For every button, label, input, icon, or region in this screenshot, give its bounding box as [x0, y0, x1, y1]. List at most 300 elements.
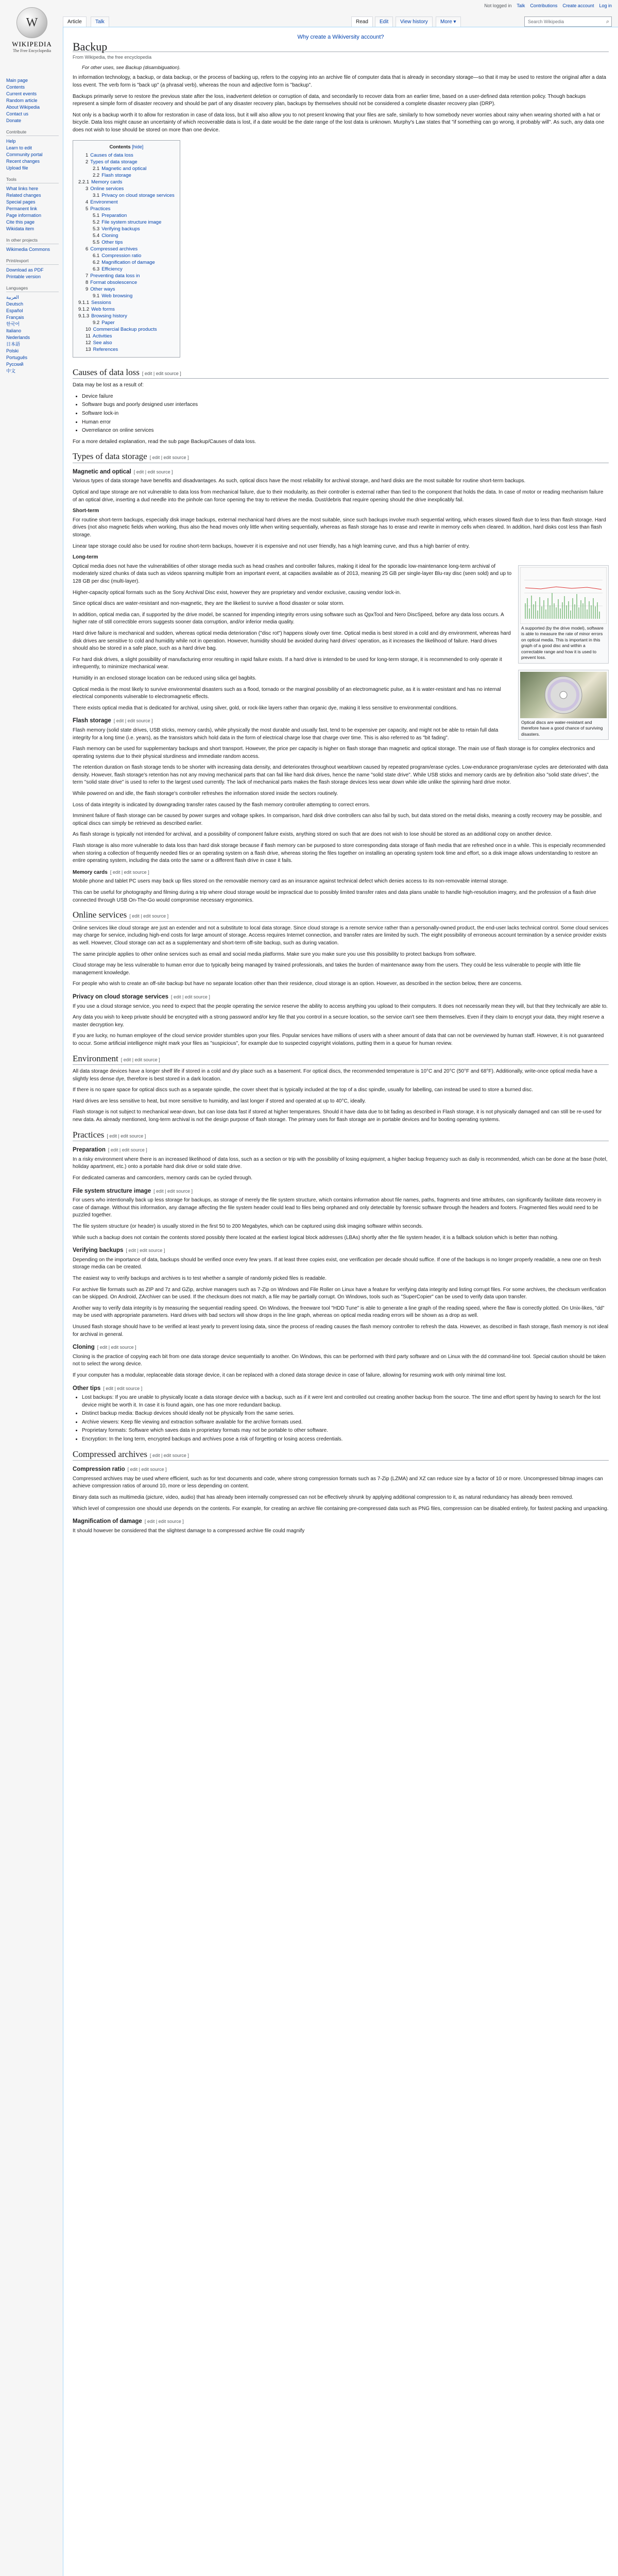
- section-title: Online services: [73, 910, 127, 920]
- causes-list: [82, 393, 609, 435]
- paragraph: Unused flash storage should have to be verified at least yearly to prevent losing data, since the process of reading causes the flash memory controller to refresh the data. However, as described in flash storage, flash memory is not ideal for archival in general.: [73, 1324, 608, 1337]
- section-title: Compressed archives: [73, 1449, 147, 1459]
- edit-section-link[interactable]: [ edit | edit source ]: [149, 1452, 189, 1458]
- tab-talk[interactable]: Talk: [91, 16, 109, 27]
- paragraph: The easiest way to verify backups and archives is to test whether a sample of randomly picked files is readable.: [73, 1275, 327, 1281]
- error-rate-graph-image[interactable]: [520, 567, 607, 624]
- paragraph: The retention duration on flash storage tends to be shorter with increasing data density, and deteriorates throughout wearblown caused by repeated program/erase cycles. Low-endurance program/erase cycles are deteriorated with data density. However, flash storage's retention has not any moving mechanical parts that can fail like hard disk drives, hence the name "solid state drive". While USB sticks and memory cards are by definition also "solid state drives", the term "solid state drive" is used to refer to the largest used currently. The lack of mechanical parts makes the flash storage devices less wear down while idle unlike the spinning hard drive motor.: [73, 765, 608, 786]
- sidebar-item-label: Contents: [6, 84, 25, 90]
- minor-title: Memory cards: [73, 869, 108, 875]
- toc-link: Format obsolescence: [90, 279, 138, 285]
- toc-entry[interactable]: [78, 313, 175, 319]
- toc-number: 9: [85, 286, 89, 292]
- sidebar-language-item[interactable]: [6, 368, 62, 375]
- sidebar-item[interactable]: [6, 151, 62, 158]
- paragraph: Optical and tape storage are not vulnerable to data loss from mechanical failure, due to their modularity, as their controller is external rather than tied to the component that holds the data. In case of motor or reading mechanism failure of an optical drive, inserting a dud needle into the pinhole can force opening the tray to retrieve the media. Dust/debris that require opening should the drive inexplicably fail.: [73, 489, 604, 503]
- toc-link: Privacy on cloud storage services: [101, 192, 175, 198]
- paragraph: Which level of compression one should use depends on the contents. For example, for creating an archive file containing pre-compressed data such as PNG files, compression can be disabled entirely, for fastest packing and unpacking.: [73, 1505, 609, 1512]
- toc-entry[interactable]: [78, 219, 175, 226]
- toc-link: Magnetic and optical: [101, 165, 147, 172]
- toc-entry[interactable]: [78, 159, 175, 165]
- subsection-title: Magnetic and optical: [73, 468, 131, 475]
- sidebar-item-label: About Wikipedia: [6, 105, 40, 110]
- toc-link: Practices: [90, 206, 111, 212]
- paragraph: Online services like cloud storage are just an extender and not a substitute to local data storage. Since cloud storage is a remote service rather than a personally-owned product, the end-user lacks technical control. Some cloud services may charge for service, including high-end costs for large amount of storage. Access requires Internet connection, and transfer rates are limited by such. The eight possibility of erroneous account termination by a service provider exists as well. However, Cloud storage can act as a supplementary and short-term off-site backup, such as during vacation.: [73, 925, 609, 946]
- sidebar-item[interactable]: [6, 165, 62, 172]
- sidebar-item[interactable]: [6, 145, 62, 151]
- sidebar-language-item[interactable]: [6, 348, 62, 354]
- paragraph: Since optical discs are water-resistant and non-magnetic, they are the likeliest to survive a flood disaster or solar storm.: [73, 601, 345, 607]
- sidebar-language-item[interactable]: [6, 341, 62, 348]
- paragraph: If you use a cloud storage service, you need to expect that the people operating the service reserve the ability to access anything you upload to their computers. It does not necessarily mean they will, but that they technically are able to.: [73, 1003, 608, 1009]
- toc-entry[interactable]: [78, 232, 175, 239]
- edit-section-link[interactable]: [ edit | edit source ]: [97, 1345, 136, 1350]
- toc-number: 9.2: [93, 319, 100, 326]
- paragraph: While such a backup does not contain the contents stored possibly there located at the earliest logical block addresses (LBAs) shortly after the file system header, it is a fallback solution which is better than nothing.: [73, 1234, 559, 1241]
- sidebar-language-item-label: 日本語: [6, 342, 21, 347]
- sidebar-language-item-label: Deutsch: [6, 301, 24, 307]
- sidebar-language-item[interactable]: [6, 301, 62, 308]
- sidebar-item-label: Download as PDF: [6, 267, 44, 273]
- edit-section-link[interactable]: [ edit | edit source ]: [126, 1248, 165, 1253]
- paragraph: For archive file formats such as ZIP and 7z and GZip, archive managers such as 7-Zip on Windows and File Roller on Linux have a feature for verifying data integrity and listing corrupt files. For some archives, the checksum verification can be skipped. On Android, ZArchiver can be used. If the checksum does not match, a file may be partially corrupt. On Windows, tools such as "SuperCopier" can be used to verify data upon transfer.: [73, 1286, 606, 1300]
- toc-number: 2: [85, 159, 89, 165]
- toc-entry[interactable]: [78, 306, 175, 313]
- toc-number: 5: [85, 206, 89, 212]
- paragraph: Hard drive failure is mechanical and sudden, whereas optical media deterioration ("disc rot") happens slowly over time. Optical media is best stored in a cold and dry environment, whereas hard disk drives are sensitive to cold and humidity while not in operation. However, humidity should be avoided during hard drives' operation, as it increases the likelihood of failure. Hard drives should also be stored in a safe place, such as a hard drive bag.: [73, 630, 511, 652]
- paragraph: For people who wish to create an off-site backup but have no separate location other than their residence, cloud storage is an option. However, as described in the section below, there are concerns.: [73, 981, 523, 987]
- paragraph: Binary data such as multimedia (picture, video, audio) that has already been internally compressed can not be effectively shrunk by applying additional compression to it, as natural redundancy has already been removed.: [73, 1495, 574, 1501]
- projects-list: [6, 246, 62, 253]
- toc-number: 5.4: [93, 232, 100, 239]
- toc-link: Compressed archives: [90, 246, 138, 252]
- edit-section-link[interactable]: [ edit | edit source ]: [113, 718, 153, 724]
- paragraph: As flash storage is typically not intended for archival, and a possibility of component failure exists, anything stored on such that are does not wish to lose should be stored as an additional copy on another device.: [73, 832, 553, 838]
- paragraph: Hard drives are less sensitive to heat, but more sensitive to humidity, and last longer if stored and operated at up to 40°C, ideally.: [73, 1098, 366, 1104]
- sidebar-item-label: Page information: [6, 213, 42, 218]
- edit-section-link[interactable]: [ edit | edit source ]: [121, 1057, 160, 1062]
- toc-link: Verifying backups: [101, 226, 140, 232]
- toc-link: Paper: [101, 319, 115, 326]
- toc-entry[interactable]: [78, 286, 175, 293]
- create-account-link[interactable]: Create account: [562, 3, 594, 8]
- sidebar-item[interactable]: [6, 226, 62, 232]
- subsection-title: Preparation: [73, 1147, 106, 1154]
- toc-link: Web browsing: [101, 293, 133, 299]
- sidebar-item-label: Wikidata item: [6, 226, 35, 231]
- sidebar-language-item[interactable]: [6, 314, 62, 321]
- toc-number: 6.2: [93, 259, 100, 265]
- sidebar-item-label: Wikimedia Commons: [6, 247, 50, 252]
- sidebar-language-item-label: Français: [6, 315, 24, 320]
- subsection-title: Privacy on cloud storage services: [73, 993, 169, 1000]
- toc-title: [78, 144, 175, 150]
- tab-article[interactable]: Article: [63, 16, 87, 27]
- edit-section-link[interactable]: [ edit | edit source ]: [103, 1385, 143, 1391]
- sidebar-language-item-label: 한국어: [6, 321, 20, 327]
- subsection-title: Flash storage: [73, 718, 111, 724]
- toc-entry[interactable]: [78, 299, 175, 306]
- section-title: Environment: [73, 1053, 118, 1063]
- toc-link: Online services: [90, 185, 124, 192]
- toc-entry[interactable]: [78, 165, 175, 172]
- toc-entry[interactable]: [78, 346, 175, 353]
- top-bar: [0, 0, 618, 13]
- toc-link: Types of data storage: [90, 159, 138, 165]
- toc-link: Compression ratio: [101, 252, 142, 259]
- paragraph: Optical media does not have the vulnerabilities of other storage media such as head crashes and controller failures, making it ideal for the sporadic low-maintenance long-term archival of moderately sized chunks of data such as videos spanning multiple from an important event, at capacities available as of 2013, meaning 25 GB per single-layer Blu-ray disc (seen sold) and up to 128 GB per disc (multi-layer).: [73, 563, 512, 584]
- sidebar-language-item[interactable]: [6, 328, 62, 334]
- toc-entry[interactable]: [78, 340, 175, 346]
- toc-link: See also: [93, 340, 112, 346]
- sidebar-item[interactable]: [6, 199, 62, 206]
- optical-disc-photo-image[interactable]: [520, 672, 607, 718]
- paragraph: It should however be considered that the slightest damage to a compressed archive file could magnify: [73, 1528, 305, 1534]
- subsection-heading: [73, 1466, 609, 1473]
- tools-heading: Tools: [6, 177, 59, 183]
- intro-paragraph: Backups primarily serve to restore the previous state after the loss, inadvertent deletion or corruption of data, and secondarily to recover data from an earlier time, based on a user-defined data retention policy. Though backups represent a simple form of disaster recovery and should be part of any disaster recovery plan, backups by themselves should not be considered a complete disaster recovery plan (DRP).: [73, 93, 586, 107]
- sidebar-language-item[interactable]: [6, 308, 62, 314]
- sidebar-item-label: Special pages: [6, 199, 36, 205]
- navigation-portal: [6, 77, 62, 124]
- edit-section-link[interactable]: [ edit | edit source ]: [107, 1133, 146, 1139]
- section-title: Causes of data loss: [73, 367, 140, 377]
- paragraph: Various types of data storage have benefits and disadvantages. As such, optical discs have the most reliability for archival storage, and hard disks are the most suitable for routine short-term backups.: [73, 478, 526, 484]
- subsection-heading: [73, 1344, 609, 1351]
- paragraph: Compressed archives may be used where efficient, such as for text documents and code, where strong compression formats such as 7-Zip (LZMA) and XZ can reduce size by a factor of 10 or more. Uncompressed bitmap images can achieve compression ratios of around 10, more or less depending on content.: [73, 1476, 603, 1489]
- list-item: • Lost backups: If you are unable to physically locate a data storage device with a backup, such as if it were lent and controlled out creating another backup from the source. The time and effort spent by having to search for the lost device might be worth it. In case it is found again, one has one more redundant backup.: [82, 1394, 609, 1409]
- toc-link: Memory cards: [91, 179, 123, 185]
- table-of-contents: [73, 140, 180, 358]
- sidebar-item[interactable]: [6, 111, 62, 117]
- toc-entry[interactable]: [78, 279, 175, 286]
- search-input[interactable]: [524, 16, 612, 27]
- sidebar-item[interactable]: [6, 84, 62, 91]
- paragraph: If there is no spare space for optical discs such as a separate spindle, the cover sheet that is typically included at the top of a disc spindle, usually for labelling, can instead be used to store a burned disc.: [73, 1087, 533, 1093]
- sidebar-item-label: Help: [6, 139, 16, 144]
- error-rate-graph-icon: [520, 567, 607, 624]
- sidebar-language-item-label: Русский: [6, 362, 24, 367]
- page-tabs: [63, 13, 618, 27]
- sidebar-language-item-label: Polski: [6, 348, 19, 353]
- tools-list: [6, 185, 62, 232]
- sidebar-item[interactable]: [6, 104, 62, 111]
- talk-link[interactable]: Talk: [517, 3, 525, 8]
- section-heading-practices: [73, 1131, 609, 1142]
- minor-heading: [73, 869, 609, 877]
- toc-entry[interactable]: [78, 192, 175, 199]
- paragraph: Optical media is the most likely to survive environmental disasters such as a flood, tornado or the marginal possibility of an electromagnetic pulse, as it is water-resistant and has no internal electrical components vulnerable to electromagnetic effects.: [73, 686, 501, 700]
- wikipedia-globe-icon: [16, 7, 47, 38]
- toc-entry[interactable]: [78, 212, 175, 219]
- toc-number: 3: [85, 185, 89, 192]
- paragraph: Cloning is the practice of copying each bit from one data storage device sequentially to another. On Windows, this can be performed with third party software and on Linux with the dd command-line tool. Special caution should be taken not to select the wrong device.: [73, 1353, 606, 1367]
- sidebar-item[interactable]: [6, 192, 62, 199]
- print-list: [6, 267, 62, 280]
- subsection-heading: [73, 1385, 609, 1393]
- intro-paragraph: In information technology, a backup, or data backup, or the process of backing up, refers to the copying into an archive file of computer data that is already in secondary storage—so that it may be used to restore the original after a data loss event. The verb form is "back up" (a phrasal verb), whereas the noun and adjective form is "backup".: [73, 75, 606, 88]
- sidebar-language-item-label: Português: [6, 355, 28, 360]
- minor-heading: Long-term: [73, 554, 98, 561]
- paragraph: Humidity in an enclosed storage location can be reduced using silica gel bagbits.: [73, 675, 256, 681]
- list-item: • Distinct backup media: Backup devices should ideally not be physically from the same series.: [82, 1410, 609, 1418]
- toc-number: 12: [85, 340, 91, 346]
- projects-portal: [6, 238, 62, 253]
- toc-entry[interactable]: [78, 326, 175, 333]
- toc-entry[interactable]: [78, 333, 175, 340]
- sidebar-item[interactable]: [6, 246, 62, 253]
- personal-tools: [484, 3, 612, 8]
- toc-link: Causes of data loss: [90, 152, 133, 158]
- tools-portal: [6, 177, 62, 232]
- toc-number: 5.1: [93, 212, 100, 218]
- toc-number: 2.2.1: [78, 179, 90, 185]
- paragraph: Another way to verify data integrity is by measuring the sequential reading speed. On Windows, the freeware tool "HDD Tune" is able to generate a line graph of the reading speed, where the flaw is correctly plotted. On Unix-likes, "dd" may be used with appropriate parameters. Hard drives with bad sectors will show drops in the line graph, whereas on optical media reading errors will be shown as a drop as well.: [73, 1305, 605, 1319]
- subsection-heading: [73, 1247, 609, 1255]
- edit-section-link[interactable]: [ edit | edit source ]: [149, 455, 189, 461]
- section-title: Types of data storage: [73, 451, 147, 462]
- toc-list: [78, 152, 175, 353]
- print-heading: Print/export: [6, 258, 59, 265]
- toc-hide-toggle[interactable]: [hide]: [132, 144, 144, 149]
- site-logo[interactable]: [6, 4, 58, 66]
- paragraph: Linear tape storage could also be used for routine short-term backups, however it is expensive and not user friendly, has a high learning curve, and thus a high barrier of entry.: [73, 543, 470, 549]
- paragraph: For a more detailed explanation, read the sub page Backup/Causes of data loss.: [73, 438, 256, 445]
- edit-section-link[interactable]: [ edit | edit source ]: [171, 994, 210, 999]
- sidebar-item[interactable]: [6, 274, 62, 280]
- subsection-title: Other tips: [73, 1385, 101, 1392]
- section-heading-compressed: [73, 1451, 609, 1461]
- toc-entry[interactable]: [78, 226, 175, 232]
- contribute-heading: Contribute: [6, 129, 59, 136]
- subsection-title: Verifying backups: [73, 1247, 124, 1254]
- paragraph: All data storage devices have a longer shelf life if stored in a cold and dry place such as a basement. For optical discs, the recommended temperature is 10°C and 20°C (50°F and 68°F). Additionally, write-once optical media have a slightly less dense dye, therefore is best stored in a dark location.: [73, 1069, 597, 1082]
- site-subtitle: From Wikipedia, the free encyclopedia: [73, 55, 152, 60]
- site-notice[interactable]: Why create a Wikiversity account?: [297, 34, 384, 40]
- contribute-portal: [6, 129, 62, 172]
- paragraph: This can be useful for photography and filming during a trip where cloud storage would be impractical due to possibly limited transfer rates and data plans unable to handle high-resolution imagery, and the profession of a flash drive connected through USB On-The-Go would compromise necessary ergonomics.: [73, 890, 596, 903]
- toc-link: Magnification of damage: [101, 259, 155, 265]
- toc-link: Web forms: [91, 306, 115, 312]
- toc-number: 5.3: [93, 226, 100, 232]
- toc-entry[interactable]: [78, 259, 175, 266]
- paragraph: There exists optical media that is dedicated for archival, using silver, gold, or rock-like layers rather than organic dye, making it less sensitive to environmental conditions.: [73, 705, 458, 711]
- toc-link: Environment: [90, 199, 118, 205]
- list-item: • Human error: [82, 419, 609, 427]
- sidebar-item[interactable]: [6, 91, 62, 97]
- sidebar-language-item[interactable]: [6, 321, 62, 328]
- paragraph: Flash memory (solid state drives, USB sticks, memory cards), while physically the most durable and usually fast, tend to be expensive per capacity, and might not be able to retain full data integrity for a long time (i.e. years), as the transistors which hold data in the form of electrical charge lose that charge over time. This is also referred to as "bit fading".: [73, 727, 499, 741]
- sidebar-item-label: Related changes: [6, 193, 41, 198]
- toc-entry[interactable]: [78, 266, 175, 273]
- print-portal: [6, 258, 62, 280]
- toc-entry[interactable]: [78, 206, 175, 212]
- toc-entry[interactable]: [78, 185, 175, 192]
- search-placeholder: Search Wikipedia: [528, 19, 564, 24]
- sidebar-item[interactable]: [6, 212, 62, 219]
- toc-link: Efficiency: [101, 266, 123, 272]
- paragraph: In addition, optical media can, if supported by the drive model, be scanned for impending integrity errors using software such as QpxTool and Nero DiscSpeed, before any data loss occurs. A higher rate of still correctible errors suggests sooner data corruption, and/or inferior media quality.: [73, 612, 504, 625]
- toc-link: Other ways: [90, 286, 115, 292]
- toc-entry[interactable]: [78, 152, 175, 159]
- sidebar-item-label: Cite this page: [6, 219, 35, 225]
- sidebar-item-label: Printable version: [6, 274, 41, 279]
- sidebar-language-item[interactable]: [6, 354, 62, 361]
- list-item: • Device failure: [82, 393, 609, 401]
- toc-entry[interactable]: [78, 273, 175, 279]
- toc-number: 4: [85, 199, 89, 205]
- figure-caption: A supported (by the drive model), software is able to measure the rate of minor errors on optical media. This is important in this graph of a good disc and within a correctable range and how it is used to prevent loss.: [521, 625, 604, 660]
- toc-number: 13: [85, 346, 91, 352]
- toc-entry[interactable]: [78, 319, 175, 326]
- paragraph: Depending on the importance of data, backups should be verified once every few years. If at least three copies exist, one verification per decade should suffice. If one of the backups is no longer properly readable, a new one on fresh storage media can be created.: [73, 1257, 601, 1270]
- toc-number: 9.1.1: [78, 299, 90, 306]
- nav-main-list: [6, 77, 62, 124]
- edit-section-link[interactable]: [ edit | edit source ]: [144, 1519, 184, 1524]
- toc-number: 6: [85, 246, 89, 252]
- toc-link: Other tips: [101, 239, 123, 245]
- list-item: • Proprietary formats: Software which saves data in proprietary formats may not be portable to other software.: [82, 1427, 609, 1435]
- paragraph: For routine short-term backups, especially disk image backups, external mechanical hard drives are the most suitable, since such backups involve much sequential writing, which erases slowed flash due to less than flash storage. Hard drives (not also magnetic fields when working, thus also the head moves only little when writing sequentially, whereas as flash storage has to erase and rewrite in memory cells when cleared. In addition, hard disks cost less than flash storage.: [73, 517, 606, 538]
- search-icon[interactable]: ⌕: [606, 19, 609, 25]
- paragraph: For hard disk drives, a slight possibility of manufacturing error resulting in rapid failure exists. If a hard drive is intended to be used for long-term storage, it is recommended to only operate it infrequently, to minimize mechanical wear.: [73, 656, 502, 670]
- sidebar-item[interactable]: [6, 138, 62, 145]
- not-logged-in-label: Not logged in: [484, 3, 512, 8]
- toc-number: 11: [85, 333, 91, 339]
- figure-disc-error-graph: [518, 565, 609, 664]
- toc-number: 5.2: [93, 219, 100, 225]
- list-item: • Encryption: In the long term, encrypted backups and archives pose a risk of forgetting or losing access credentials.: [82, 1436, 609, 1444]
- subsection-heading: [73, 468, 609, 476]
- edit-section-link[interactable]: [ edit | edit source ]: [110, 869, 149, 875]
- toc-entry[interactable]: [78, 246, 175, 252]
- sidebar-item[interactable]: [6, 97, 62, 104]
- tab-view-history[interactable]: View history: [396, 16, 433, 27]
- toc-number: 6.1: [93, 252, 100, 259]
- sidebar-item[interactable]: [6, 77, 62, 84]
- section-heading-causes: [73, 369, 609, 379]
- sidebar: [0, 77, 62, 380]
- tips-list: [82, 1394, 609, 1444]
- paragraph: If your computer has a modular, replaceable data storage device, it can be replaced with a cloned data storage device in case of failure, allowing for resuming work with only minimal time lost.: [73, 1372, 507, 1378]
- sidebar-language-item-label: Español: [6, 308, 23, 313]
- paragraph: Flash memory can be used for supplementary backups and short transport. However, the price per capacity is higher on flash storage than magnetic and optical storage. The main use of flash storage is for complex electronics and operating systems due to their physical sturdiness and immediate random access.: [73, 746, 595, 759]
- subsection-title: Cloning: [73, 1344, 95, 1351]
- paragraph: Any data you wish to keep private should be encrypted with a strong password and/or key file that you control in a secure location, so the service can't see them themselves. Even if they claim to encrypt your data, they might reserve a master decryption key.: [73, 1014, 604, 1028]
- toc-entry[interactable]: [78, 252, 175, 259]
- paragraph: For users who intentionally back up less storage for backups, as storage of merely the file system structure, which contains information about file names, paths, fragments and time attributes, can significantly facilitate data recovery in case of damage. Without this information, any damage affecting the file system header could lead to files being orphaned and only detectable by forensic software through the headers and footers. Fragmented files would need to be puzzled together.: [73, 1197, 602, 1218]
- paragraph: Data may be lost as a result of:: [73, 382, 144, 388]
- toc-link: Activities: [92, 333, 112, 339]
- toc-entry[interactable]: [78, 293, 175, 299]
- toc-number: 10: [85, 326, 91, 332]
- paragraph: Cloud storage may be less vulnerable to human error due to typically being managed by trained professionals, and takes the burden of maintenance away from the users. They could be less vulnerable to people with little file management knowledge.: [73, 962, 581, 976]
- sidebar-item-label: Donate: [6, 118, 22, 123]
- sidebar-language-item[interactable]: [6, 361, 62, 368]
- paragraph: Higher-capacity optical formats such as the Sony Archival Disc exist, however they are proprietary and vendor exclusive, causing vendor lock-in.: [73, 589, 401, 596]
- sidebar-item[interactable]: [6, 219, 62, 226]
- toc-number: 9.1.3: [78, 313, 90, 319]
- toc-entry[interactable]: [78, 199, 175, 206]
- tab-edit[interactable]: Edit: [375, 16, 393, 27]
- paragraph: Mobile phone and tablet PC users may back up files stored on the removable memory card as an insurance against technical defect which denies access to its non-removable internal storage.: [73, 878, 508, 885]
- toc-number: 9.1.2: [78, 306, 90, 312]
- contributions-link[interactable]: Contributions: [530, 3, 558, 8]
- tab-read[interactable]: Read: [351, 16, 373, 27]
- sidebar-item-label: Main page: [6, 78, 28, 83]
- hatnote: For other uses, see Backup (disambiguation).: [82, 64, 181, 71]
- toc-link: File system structure image: [101, 219, 162, 225]
- edit-section-link[interactable]: [ edit | edit source ]: [133, 469, 173, 474]
- section-heading-environment: [73, 1055, 609, 1065]
- sidebar-item-label: Contact us: [6, 111, 29, 116]
- sidebar-item[interactable]: [6, 206, 62, 212]
- paragraph: The same principle applies to other online services such as email and social media platforms. Make sure you make sure you use this possibility to protect backups from software.: [73, 951, 476, 957]
- toc-entry[interactable]: [78, 239, 175, 246]
- section-title: Practices: [73, 1129, 105, 1140]
- toc-number: 5.5: [93, 239, 100, 245]
- sidebar-item[interactable]: [6, 117, 62, 124]
- toc-entry[interactable]: [78, 172, 175, 179]
- sidebar-item-label: Random article: [6, 98, 38, 103]
- paragraph: Imminent failure of flash storage can be caused by power surges and voltage spikes. In comparison, hard disk drive controllers can also fail by such, but data stored on the metal disks, meaning a costly recovery may be possible, and optical discs can simply be retrieved as described earlier.: [73, 813, 602, 826]
- sidebar-item[interactable]: [6, 185, 62, 192]
- toc-link: Cloning: [101, 232, 118, 239]
- disc-icon: [520, 672, 607, 718]
- toc-link: Preparation: [101, 212, 127, 218]
- subsection-title: Compression ratio: [73, 1466, 125, 1473]
- section-heading-types: [73, 453, 609, 463]
- toc-link: References: [93, 346, 118, 352]
- edit-section-link[interactable]: [ edit | edit source ]: [153, 1188, 193, 1194]
- toc-number: 7: [85, 273, 89, 279]
- figure-caption: Optical discs are water-resistant and therefore have a good chance of surviving disasters.: [521, 719, 603, 737]
- list-item: • Software lock-in: [82, 410, 609, 418]
- sidebar-item[interactable]: [6, 158, 62, 165]
- paragraph: While powered on and idle, the flash storage's controller refreshes the information stored inside the sectors routinely.: [73, 791, 338, 797]
- subsection-heading: [73, 1146, 609, 1154]
- sidebar-language-item[interactable]: [6, 334, 62, 341]
- edit-section-link[interactable]: [ edit | edit source ]: [142, 370, 181, 376]
- edit-section-link[interactable]: [ edit | edit source ]: [108, 1147, 147, 1153]
- toc-number: 1: [85, 152, 89, 158]
- log-in-link[interactable]: Log in: [599, 3, 612, 8]
- toc-link: Preventing data loss in: [90, 273, 140, 279]
- toc-number: 8: [85, 279, 89, 285]
- logo-tagline: The Free Encyclopedia: [12, 48, 52, 53]
- toc-link: Flash storage: [101, 172, 131, 178]
- subsection-title: Magnification of damage: [73, 1518, 142, 1525]
- subsection-heading: [73, 1188, 609, 1195]
- sidebar-language-item[interactable]: [6, 294, 62, 301]
- page-title: Backup: [73, 43, 609, 53]
- sidebar-item[interactable]: [6, 267, 62, 274]
- sidebar-item-label: Learn to edit: [6, 145, 32, 150]
- edit-section-link[interactable]: [ edit | edit source ]: [129, 913, 169, 919]
- sidebar-item-label: Current events: [6, 91, 37, 96]
- tab-more[interactable]: More ▾: [436, 16, 461, 27]
- edit-section-link[interactable]: [ edit | edit source ]: [127, 1467, 167, 1472]
- list-item: • Overreliance on online services: [82, 427, 609, 435]
- sidebar-item-label: Upload file: [6, 165, 28, 171]
- toc-entry[interactable]: [78, 179, 175, 185]
- sidebar-language-item-label: Italiano: [6, 328, 22, 333]
- toc-number: 2.1: [93, 165, 100, 172]
- toc-link: Commercial Backup products: [93, 326, 157, 332]
- paragraph: Flash storage is not subject to mechanical wear-down, but can lose data fast if stored at higher temperatures. Should it have data due to bit fading as described in Flash storage, it is not physically damaged and can still be re-used for new data. As already mentioned, long-term archival is not the design purpose of flash storage. The primary uses for flash storage are in portable devices and for booting operating systems.: [73, 1109, 602, 1123]
- toc-number: 3.1: [93, 192, 100, 198]
- toc-number: 6.3: [93, 266, 100, 272]
